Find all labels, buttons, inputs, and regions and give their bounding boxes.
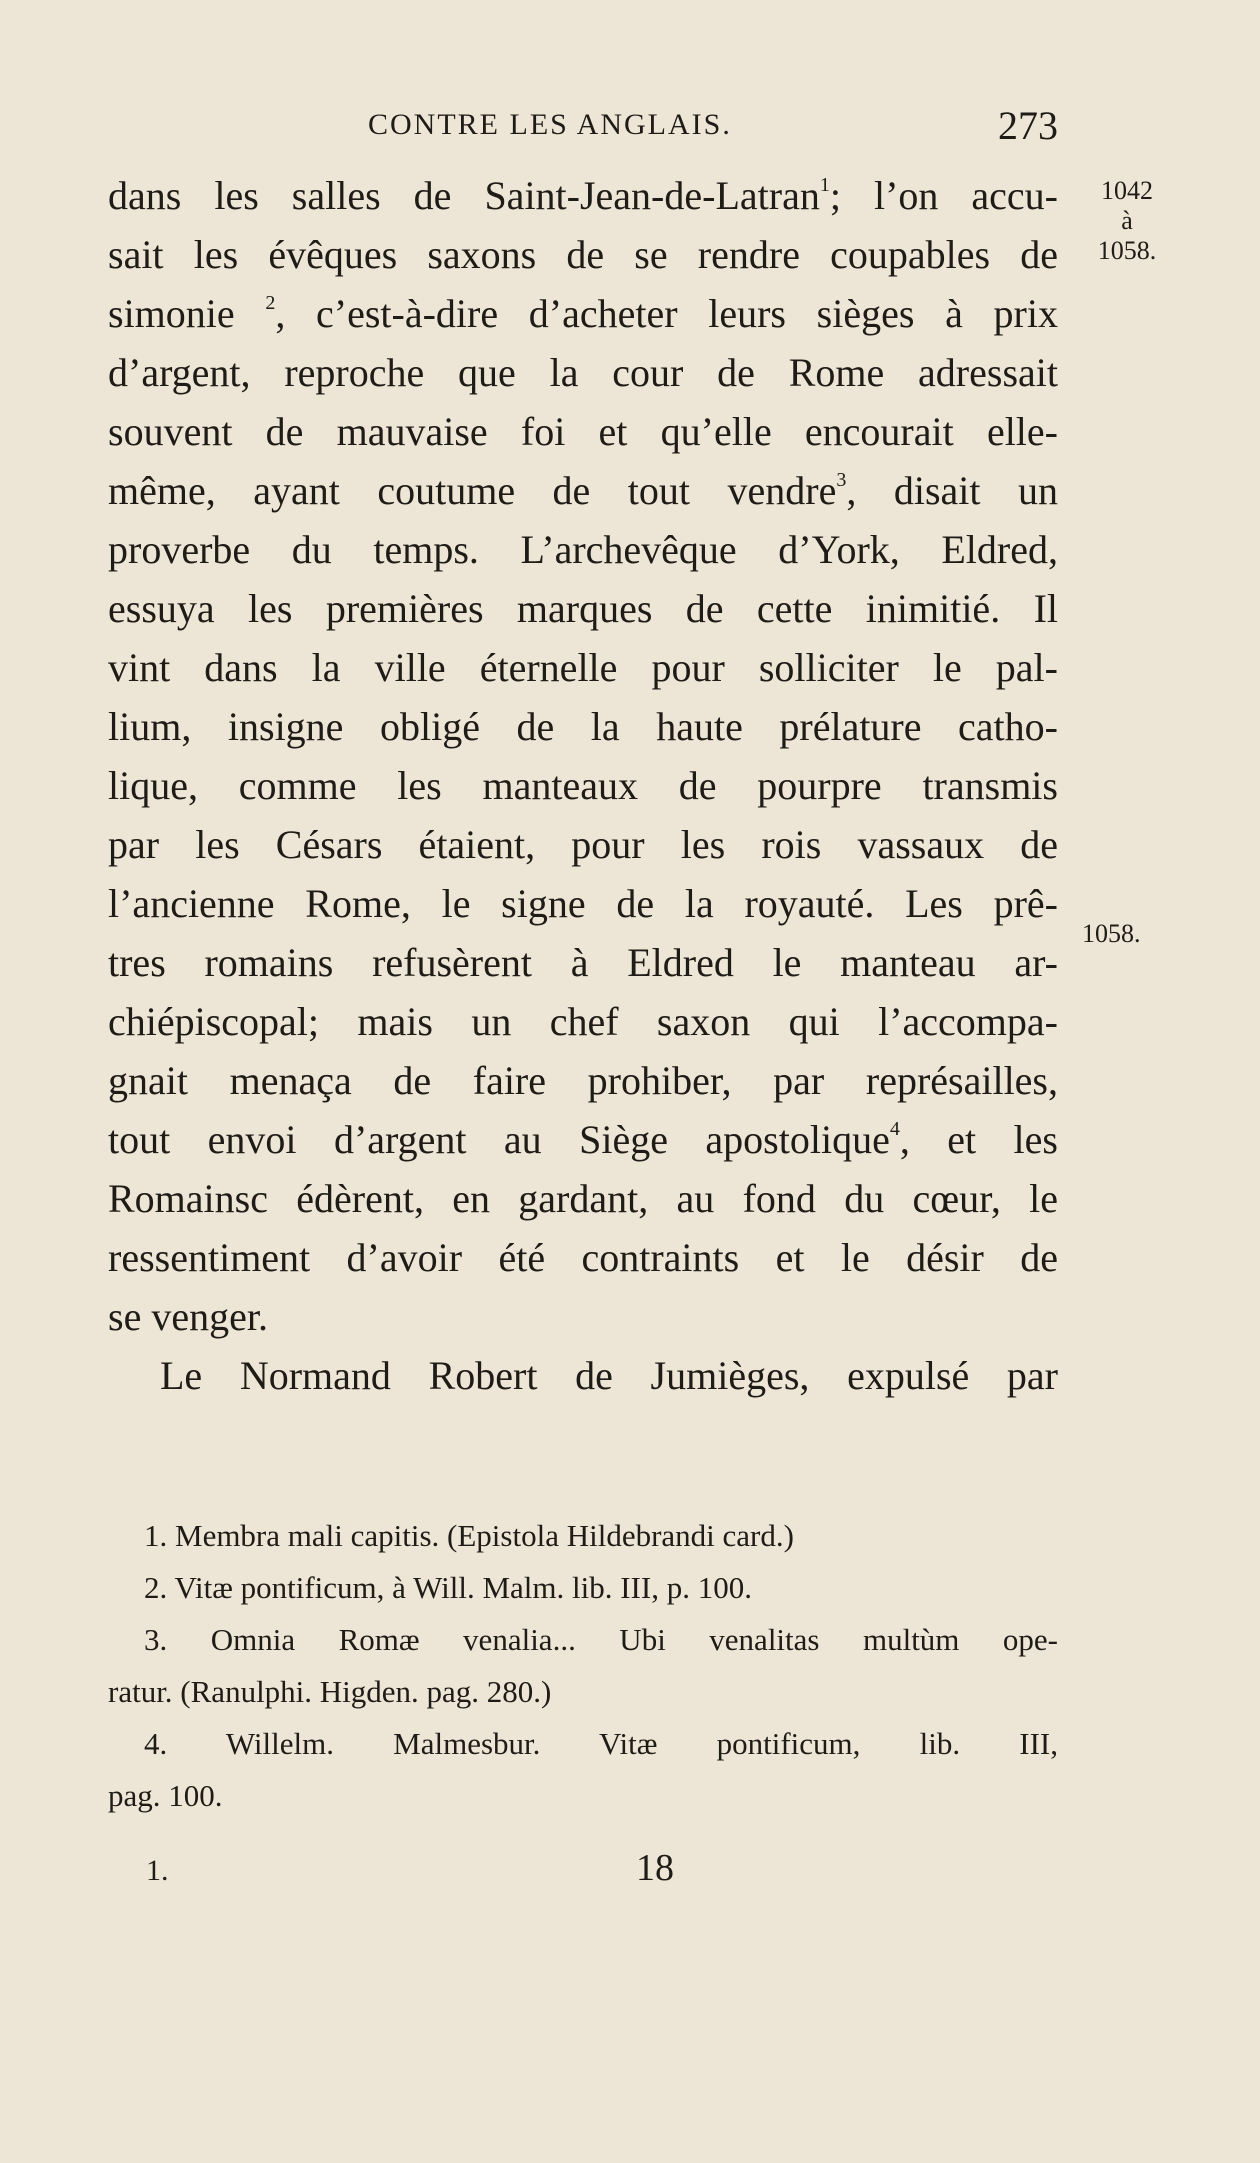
body-line	[108, 579, 1058, 638]
body-line-text: gnait menaça de faire prohiber, par représailles,	[108, 1058, 1058, 1103]
margin-date-range	[1082, 176, 1172, 266]
body-line-text: essuya les premières marques de cette inimitié. Il	[108, 586, 1058, 631]
body-line	[108, 638, 1058, 697]
footnote-marker: 4	[889, 1118, 900, 1140]
body-line-text: sait les évêques saxons de se rendre coupables de	[108, 232, 1058, 277]
body-line-text: ressentiment d’avoir été contraints et le désir de	[108, 1235, 1058, 1280]
body-line-text: même, ayant coutume de tout vendre	[108, 468, 837, 513]
signature-row	[146, 1846, 966, 1906]
body-line	[108, 343, 1058, 402]
body-line	[108, 166, 1058, 225]
body-line-text: dans les salles de Saint-Jean-de-Latran	[108, 173, 820, 218]
body-line-text: chiépiscopal; mais un chef saxon qui l’accompa-	[108, 999, 1058, 1044]
body-line	[108, 756, 1058, 815]
body-line	[108, 992, 1058, 1051]
body-line-text: par les Césars étaient, pour les rois vassaux de	[108, 822, 1058, 867]
footnote-line: 2. Vitæ pontificum, à Will. Malm. lib. III, p. 100.	[144, 1570, 752, 1605]
body-line-text: d’argent, reproche que la cour de Rome adressait	[108, 350, 1058, 395]
margin-date-single: 1058.	[1082, 919, 1141, 948]
body-line-text: tres romains refusèrent à Eldred le manteau ar-	[108, 940, 1058, 985]
footnote-line: 1. Membra mali capitis. (Epistola Hildebrandi card.)	[144, 1518, 794, 1553]
body-line-text: proverbe du temps. L’archevêque d’York, Eldred,	[108, 527, 1058, 572]
body-line	[108, 520, 1058, 579]
body-line-text: ; l’on accu-	[829, 173, 1058, 218]
body-line	[108, 225, 1058, 284]
body-line-text: lique, comme les manteaux de pourpre transmis	[108, 763, 1058, 808]
body-line	[108, 933, 1058, 992]
body-line	[108, 402, 1058, 461]
body-line-text: , c’est-à-dire d’acheter leurs sièges à prix	[275, 291, 1058, 336]
body-line	[108, 1346, 1058, 1405]
margin-year-separator: à	[1121, 206, 1133, 235]
body-line-text: souvent de mauvaise foi et qu’elle encourait elle-	[108, 409, 1058, 454]
body-line-text: se venger.	[108, 1294, 268, 1339]
footnote-line: ratur. (Ranulphi. Higden. pag. 280.)	[108, 1674, 552, 1709]
body-line-text: tout envoi d’argent au Siège apostolique	[108, 1117, 890, 1162]
body-line	[108, 697, 1058, 756]
body-text	[108, 166, 1058, 1405]
margin-year-start: 1042	[1101, 176, 1153, 205]
footnote-marker: 1	[819, 174, 830, 196]
body-line-text: vint dans la ville éternelle pour solliciter le pal-	[108, 645, 1058, 690]
body-line-text: Le Normand Robert de Jumièges, expulsé par	[160, 1353, 1058, 1398]
sheet-signature: 18	[636, 1847, 674, 1889]
footnote-marker: 3	[836, 469, 847, 491]
body-line-text: lium, insigne obligé de la haute prélature catho-	[108, 704, 1058, 749]
body-line-text: l’ancienne Rome, le signe de la royauté. Les prê-	[108, 881, 1058, 926]
footnote-line: pag. 100.	[108, 1778, 223, 1813]
page-header	[108, 102, 1058, 152]
running-head: CONTRE LES ANGLAIS.	[368, 108, 732, 141]
body-line	[108, 874, 1058, 933]
page-number: 273	[998, 103, 1058, 148]
body-line-text: Romainsc édèrent, en gardant, au fond du cœur, le	[108, 1176, 1058, 1221]
volume-signature: 1.	[146, 1854, 169, 1887]
body-line	[108, 815, 1058, 874]
body-line	[108, 1228, 1058, 1287]
footnote-line: 4. Willelm. Malmesbur. Vitæ pontificum, lib. III,	[144, 1726, 1058, 1761]
body-line	[108, 1110, 1058, 1169]
body-line	[108, 461, 1058, 520]
body-line	[108, 1051, 1058, 1110]
body-line	[108, 1287, 1058, 1346]
body-line	[108, 284, 1058, 343]
footnotes	[108, 1510, 1058, 1822]
body-line-text: simonie	[108, 291, 266, 336]
footnote-marker: 2	[265, 292, 276, 314]
footnote-line: 3. Omnia Romæ venalia... Ubi venalitas multùm ope-	[144, 1622, 1058, 1657]
body-line	[108, 1169, 1058, 1228]
margin-year-end: 1058.	[1097, 236, 1157, 265]
body-line-text: , disait un	[846, 468, 1058, 513]
body-line-text: , et les	[899, 1117, 1058, 1162]
